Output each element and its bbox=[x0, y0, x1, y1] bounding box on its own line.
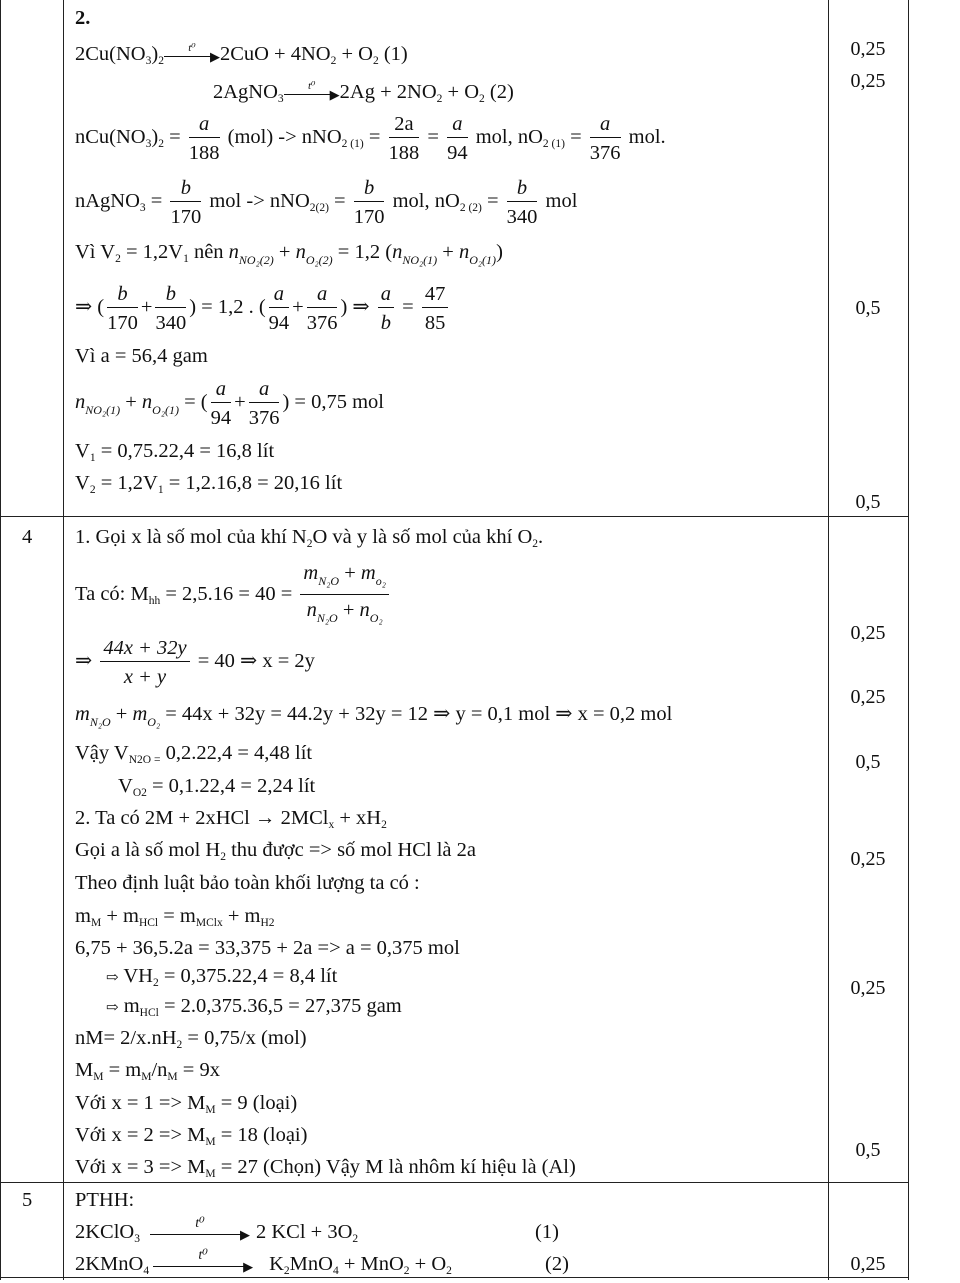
equation-1: 2Cu(NO3)2 t⁰ ▶ 2CuO + 4NO2 + O2 (1) bbox=[75, 42, 408, 67]
score-cell: 0,25 bbox=[850, 70, 886, 92]
reaction-arrow: t⁰ ▶ bbox=[153, 1258, 253, 1272]
equation-tag: (1) bbox=[535, 1221, 559, 1243]
volume-relation: Vì V2 = 1,2V1 nên $n_{NO_2(2)} + n_{O_2(2)} = 1,2$ $(n_{NO_2(1)} + n_{O_2(1)})$ bbox=[75, 241, 503, 267]
score-cell: 0,25 bbox=[850, 1253, 886, 1275]
mass-conservation: Theo định luật bảo toàn khối lượng ta có : bbox=[75, 872, 420, 894]
case-x3: Với x = 3 => MM = 27 (Chọn) Vậy M là nhôm kí hiệu là (Al) bbox=[75, 1156, 576, 1180]
score-cell: 0,25 bbox=[850, 622, 886, 644]
kclo3-equation: 2KClO3 t⁰ ▶ 2 KCl + 3O2 bbox=[75, 1216, 359, 1245]
volume-v1: V1 = 0,75.22,4 = 16,8 lít bbox=[75, 440, 275, 464]
hydrogen-moles: Gọi a là số mol H2 thu được => số mol HCl là 2a bbox=[75, 839, 477, 863]
molar-mass-m: MM = mM/nM = 9x bbox=[75, 1059, 220, 1083]
score-cell: 0,5 bbox=[855, 751, 881, 773]
column-divider-number bbox=[63, 0, 64, 1280]
mole-calc-ag: nAgNO3 = $\frac{b}{170}$ mol -> nNO2(2) = $\frac{b}{170}$ mol, nO2 (2) = $\frac{b}{340}$ mol bbox=[75, 177, 578, 228]
mass-equation: $m_{N_2O} + m_{O_2} = 44x + 32y = 44.2y + 32y = 12$ ⇒ y = 0,1 mol ⇒ x = 0,2 mol bbox=[75, 703, 673, 729]
volume-n2o: Vậy VN2O = 0,2.22,4 = 4,48 lít bbox=[75, 742, 313, 766]
reaction-arrow: t⁰ ▶ bbox=[164, 48, 220, 62]
mass-given: Vì a = 56,4 gam bbox=[75, 345, 208, 367]
equation-2: 2AgNO3 t⁰ ▶ 2Ag + 2NO2 + O2 (2) bbox=[213, 80, 514, 105]
part1-intro: 1. Gọi x là số mol của khí N2O và y là số mol của khí O2. bbox=[75, 526, 544, 550]
total-moles-calc: $n_{NO_2(1)} + n_{O_2(1)}$ = ( $\frac{a}{94}$ + $\frac{a}{376}$ ) = 0,75 mol bbox=[75, 378, 384, 429]
volume-o2: VO2 = 0,1.22,4 = 2,24 lít bbox=[118, 775, 316, 799]
mass-balance: mM + mHCl = mMClx + mH2 bbox=[75, 905, 275, 929]
average-molar-mass: Ta có: Mhh = 2,5.16 = 40 = $\frac{m_{N_2O} + m_{o_2}}{n_{N_2O} + n_{O_2}}$ bbox=[75, 561, 392, 630]
volume-v2: V2 = 1,2V1 = 1,2.16,8 = 20,16 lít bbox=[75, 472, 343, 496]
row-divider-3-4 bbox=[0, 516, 908, 517]
solve-a: 6,75 + 36,5.2a = 33,375 + 2a => a = 0,375 mol bbox=[75, 937, 460, 959]
part2-equation: 2. Ta có 2M + 2xHCl → 2MClx + xH2 bbox=[75, 807, 387, 831]
pthh-label: PTHH: bbox=[75, 1189, 135, 1211]
score-cell: 0,5 bbox=[855, 491, 881, 513]
ratio-equation: ⇒ $\frac{44x + 32y}{x + y}$ = 40 ⇒ x = 2y bbox=[75, 637, 315, 688]
table-border-left bbox=[0, 0, 1, 1280]
question-number: 4 bbox=[22, 526, 33, 548]
score-cell: 0,25 bbox=[850, 38, 886, 60]
score-cell: 0,25 bbox=[850, 848, 886, 870]
kmno4-equation: 2KMnO4 t⁰ ▶ K2MnO4 + MnO2 + O2 bbox=[75, 1248, 452, 1277]
moles-m: nM= 2/x.nH2 = 0,75/x (mol) bbox=[75, 1027, 307, 1051]
mass-hcl: ⇨ mHCl = 2.0,375.36,5 = 27,375 gam bbox=[106, 995, 402, 1019]
score-cell: 0,5 bbox=[855, 1139, 881, 1161]
ratio-derivation: ⇒ ( $\frac{b}{170}$ + $\frac{b}{340}$ ) = 1,2 . ( $\frac{a}{94}$ + $\frac{a}{376}$ ) ⇒ $\frac{a}{b}$ = $\frac{47}{85}$ bbox=[75, 282, 451, 335]
score-cell: 0,25 bbox=[850, 977, 886, 999]
score-cell: 0,5 bbox=[855, 297, 881, 319]
implies-arrow-icon: ⇨ bbox=[106, 1000, 119, 1016]
score-cell: 0,25 bbox=[850, 686, 886, 708]
equation-tag: (2) bbox=[545, 1253, 569, 1275]
reaction-arrow: t⁰ ▶ bbox=[150, 1226, 250, 1240]
case-x1: Với x = 1 => MM = 9 (loại) bbox=[75, 1092, 298, 1116]
question-number: 5 bbox=[22, 1189, 33, 1211]
volume-h2: ⇨ VH2 = 0,375.22,4 = 8,4 lít bbox=[106, 965, 338, 989]
table-border-right bbox=[908, 0, 909, 1280]
reaction-arrow: t⁰ ▶ bbox=[284, 86, 340, 100]
part-heading: 2. bbox=[75, 7, 91, 29]
case-x2: Với x = 2 => MM = 18 (loại) bbox=[75, 1124, 308, 1148]
implies-arrow-icon: ⇨ bbox=[106, 970, 119, 986]
mole-calc-cu: nCu(NO3)2 = $\frac{a}{188}$ (mol) -> nNO2 (1) = $\frac{2a}{188}$ = $\frac{a}{94}$ mol, nO2 (1) = $\frac{a}{376}$ mol. bbox=[75, 113, 666, 164]
